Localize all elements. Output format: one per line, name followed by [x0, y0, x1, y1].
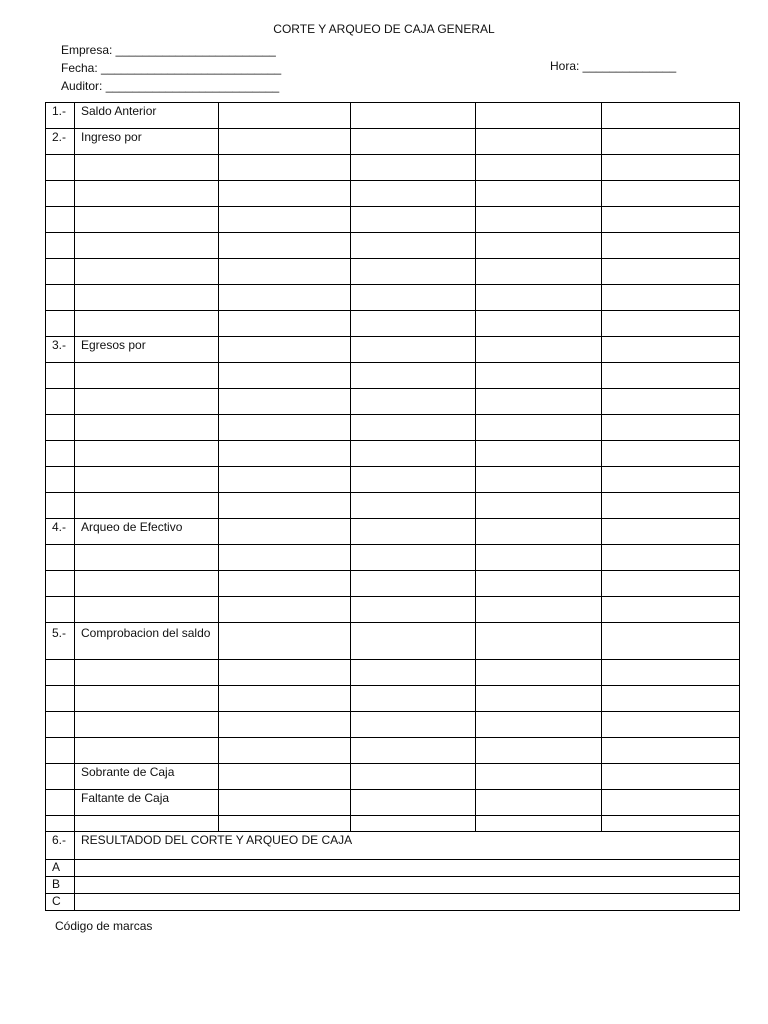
result-row	[46, 860, 740, 877]
table-cell[interactable]	[351, 597, 476, 623]
table-cell[interactable]	[602, 311, 740, 337]
table-cell[interactable]	[46, 660, 75, 686]
table-cell[interactable]	[219, 738, 351, 764]
table-cell[interactable]	[476, 129, 602, 155]
result-cell[interactable]	[75, 894, 740, 911]
table-row	[46, 623, 740, 660]
table-cell[interactable]	[602, 660, 740, 686]
table-row	[46, 660, 740, 686]
table-cell[interactable]	[351, 441, 476, 467]
footer-note: Código de marcas	[55, 919, 153, 933]
result-row	[46, 877, 740, 894]
table-cell[interactable]	[75, 389, 219, 415]
table-cell[interactable]	[476, 233, 602, 259]
table-cell[interactable]	[219, 389, 351, 415]
table-cell[interactable]	[476, 441, 602, 467]
table-cell[interactable]	[219, 259, 351, 285]
table-cell[interactable]	[476, 493, 602, 519]
table-cell[interactable]	[75, 181, 219, 207]
table-cell[interactable]	[602, 285, 740, 311]
table-cell[interactable]	[351, 790, 476, 816]
table-row	[46, 764, 740, 790]
section-number: 5.-	[46, 623, 75, 660]
table-cell[interactable]	[351, 129, 476, 155]
table-cell[interactable]	[75, 207, 219, 233]
table-row	[46, 337, 740, 363]
table-cell[interactable]	[476, 545, 602, 571]
table-cell[interactable]	[351, 155, 476, 181]
table-cell[interactable]	[46, 545, 75, 571]
table-cell[interactable]	[602, 738, 740, 764]
table-cell[interactable]	[476, 738, 602, 764]
table-cell[interactable]	[476, 816, 602, 832]
table-cell[interactable]	[351, 363, 476, 389]
table-cell[interactable]	[602, 389, 740, 415]
table-cell[interactable]	[476, 764, 602, 790]
table-cell[interactable]	[476, 259, 602, 285]
table-cell[interactable]	[75, 597, 219, 623]
table-row	[46, 103, 740, 129]
table-cell[interactable]	[219, 571, 351, 597]
table-cell[interactable]	[602, 441, 740, 467]
table-cell[interactable]	[75, 686, 219, 712]
section-number: 4.-	[46, 519, 75, 545]
table-cell[interactable]	[219, 467, 351, 493]
table-cell[interactable]	[75, 155, 219, 181]
table-cell[interactable]	[75, 545, 219, 571]
table-cell[interactable]	[351, 285, 476, 311]
table-cell[interactable]	[602, 181, 740, 207]
section-label: Egresos por	[75, 337, 219, 363]
table-row	[46, 233, 740, 259]
table-cell[interactable]	[46, 181, 75, 207]
table-cell[interactable]	[46, 389, 75, 415]
table-cell[interactable]	[476, 285, 602, 311]
result-letter: A	[46, 860, 75, 877]
table-cell[interactable]	[602, 129, 740, 155]
table-cell[interactable]	[46, 597, 75, 623]
table-cell[interactable]	[476, 103, 602, 129]
table-cell[interactable]	[219, 285, 351, 311]
table-cell[interactable]	[602, 259, 740, 285]
result-cell[interactable]	[75, 860, 740, 877]
table-cell[interactable]	[219, 415, 351, 441]
table-row	[46, 389, 740, 415]
table-cell[interactable]	[219, 764, 351, 790]
section-number: 1.-	[46, 103, 75, 129]
table-cell[interactable]	[476, 337, 602, 363]
table-cell[interactable]	[476, 155, 602, 181]
table-row	[46, 155, 740, 181]
table-cell[interactable]	[75, 571, 219, 597]
table-cell[interactable]	[219, 207, 351, 233]
table-cell[interactable]	[351, 816, 476, 832]
table-cell[interactable]	[351, 519, 476, 545]
table-cell[interactable]	[602, 597, 740, 623]
table-cell[interactable]	[219, 441, 351, 467]
table-cell[interactable]	[219, 623, 351, 660]
fecha-field[interactable]: Fecha: ___________________________	[61, 61, 282, 75]
table-cell[interactable]	[476, 389, 602, 415]
section-number: 6.-	[46, 832, 75, 860]
table-cell[interactable]	[46, 415, 75, 441]
table-cell[interactable]	[351, 623, 476, 660]
table-cell[interactable]	[602, 337, 740, 363]
table-row	[46, 738, 740, 764]
table-row	[46, 519, 740, 545]
table-cell[interactable]	[46, 493, 75, 519]
table-cell[interactable]	[46, 467, 75, 493]
table-cell[interactable]	[219, 493, 351, 519]
table-cell[interactable]	[46, 441, 75, 467]
table-cell[interactable]	[75, 441, 219, 467]
table-cell[interactable]	[46, 259, 75, 285]
table-cell[interactable]	[46, 363, 75, 389]
table-row	[46, 712, 740, 738]
table-cell[interactable]	[46, 311, 75, 337]
section-label: RESULTADOD DEL CORTE Y ARQUEO DE CAJA	[75, 832, 740, 860]
table-cell[interactable]	[219, 660, 351, 686]
table-row	[46, 363, 740, 389]
table-cell[interactable]	[351, 493, 476, 519]
document-title: CORTE Y ARQUEO DE CAJA GENERAL	[273, 22, 495, 36]
table-cell[interactable]	[219, 233, 351, 259]
table-cell[interactable]	[476, 207, 602, 233]
table-row	[46, 790, 740, 816]
table-row	[46, 129, 740, 155]
table-row	[46, 832, 740, 860]
table-row	[46, 311, 740, 337]
table-cell[interactable]	[351, 207, 476, 233]
table-cell[interactable]	[602, 363, 740, 389]
table-row	[46, 207, 740, 233]
table-cell[interactable]	[75, 816, 219, 832]
table-row	[46, 686, 740, 712]
table-cell[interactable]	[476, 623, 602, 660]
table-cell[interactable]	[351, 660, 476, 686]
table-cell[interactable]	[351, 311, 476, 337]
table-cell[interactable]	[75, 738, 219, 764]
table-cell[interactable]	[46, 571, 75, 597]
table-cell[interactable]	[351, 686, 476, 712]
table-cell[interactable]	[75, 233, 219, 259]
table-cell[interactable]	[75, 311, 219, 337]
table-cell[interactable]	[46, 285, 75, 311]
table-cell[interactable]	[219, 129, 351, 155]
table-cell[interactable]	[476, 597, 602, 623]
table-cell[interactable]	[602, 686, 740, 712]
table-cell[interactable]	[219, 712, 351, 738]
section-label: Saldo Anterior	[75, 103, 219, 129]
table-row	[46, 816, 740, 832]
table-cell[interactable]	[602, 415, 740, 441]
table-cell[interactable]	[602, 519, 740, 545]
table-cell[interactable]	[46, 155, 75, 181]
table-cell[interactable]	[75, 259, 219, 285]
table-cell[interactable]	[219, 686, 351, 712]
table-cell[interactable]	[219, 597, 351, 623]
table-cell[interactable]	[351, 712, 476, 738]
table-row	[46, 415, 740, 441]
table-cell[interactable]	[476, 181, 602, 207]
table-cell[interactable]	[602, 207, 740, 233]
section-number: 3.-	[46, 337, 75, 363]
table-cell[interactable]	[219, 155, 351, 181]
table-cell[interactable]	[46, 816, 75, 832]
table-cell[interactable]	[219, 816, 351, 832]
table-cell[interactable]	[46, 790, 75, 816]
table-cell[interactable]	[602, 571, 740, 597]
table-cell[interactable]	[46, 738, 75, 764]
table-cell[interactable]	[351, 571, 476, 597]
table-cell[interactable]	[476, 415, 602, 441]
table-cell[interactable]	[351, 103, 476, 129]
table-cell[interactable]	[351, 259, 476, 285]
table-cell[interactable]	[46, 233, 75, 259]
table-cell[interactable]	[476, 363, 602, 389]
table-cell[interactable]	[75, 285, 219, 311]
faltante-label: Faltante de Caja	[75, 790, 219, 816]
table-row	[46, 597, 740, 623]
table-cell[interactable]	[75, 363, 219, 389]
table-cell[interactable]	[351, 181, 476, 207]
table-cell[interactable]	[351, 389, 476, 415]
sobrante-label: Sobrante de Caja	[75, 764, 219, 790]
table-cell[interactable]	[46, 207, 75, 233]
table-cell[interactable]	[75, 660, 219, 686]
section-label: Ingreso por	[75, 129, 219, 155]
table-row	[46, 467, 740, 493]
table-cell[interactable]	[75, 712, 219, 738]
table-cell[interactable]	[602, 103, 740, 129]
table-cell[interactable]	[602, 790, 740, 816]
result-cell[interactable]	[75, 877, 740, 894]
table-cell[interactable]	[602, 764, 740, 790]
table-cell[interactable]	[476, 571, 602, 597]
table-cell[interactable]	[351, 738, 476, 764]
table-cell[interactable]	[75, 493, 219, 519]
header-fields	[61, 41, 281, 95]
table-row	[46, 259, 740, 285]
table-cell[interactable]	[351, 467, 476, 493]
table-row	[46, 181, 740, 207]
table-cell[interactable]	[351, 415, 476, 441]
table-cell[interactable]	[46, 712, 75, 738]
table-cell[interactable]	[476, 311, 602, 337]
section-label: Comprobacion del saldo	[75, 623, 219, 660]
table-cell[interactable]	[602, 155, 740, 181]
table-cell[interactable]	[602, 493, 740, 519]
table-cell[interactable]	[219, 519, 351, 545]
table-cell[interactable]	[46, 686, 75, 712]
table-cell[interactable]	[75, 415, 219, 441]
table-cell[interactable]	[476, 686, 602, 712]
hora-field[interactable]: Hora: ______________	[550, 59, 677, 73]
table-cell[interactable]	[219, 790, 351, 816]
table-cell[interactable]	[602, 816, 740, 832]
result-letter: C	[46, 894, 75, 911]
auditor-field[interactable]: Auditor: __________________________	[61, 79, 280, 93]
table-cell[interactable]	[219, 363, 351, 389]
cash-audit-table	[45, 102, 740, 911]
table-cell[interactable]	[476, 790, 602, 816]
table-cell[interactable]	[219, 311, 351, 337]
result-letter: B	[46, 877, 75, 894]
empresa-field[interactable]: Empresa: ________________________	[61, 43, 276, 57]
table-row	[46, 571, 740, 597]
table-cell[interactable]	[602, 623, 740, 660]
table-cell[interactable]	[602, 467, 740, 493]
result-row	[46, 894, 740, 911]
table-cell[interactable]	[351, 233, 476, 259]
table-cell[interactable]	[46, 764, 75, 790]
table-row	[46, 493, 740, 519]
table-cell[interactable]	[219, 337, 351, 363]
section-number: 2.-	[46, 129, 75, 155]
table-cell[interactable]	[602, 545, 740, 571]
table-cell[interactable]	[476, 467, 602, 493]
table-cell[interactable]	[75, 467, 219, 493]
table-cell[interactable]	[351, 337, 476, 363]
table-cell[interactable]	[351, 764, 476, 790]
section-label: Arqueo de Efectivo	[75, 519, 219, 545]
table-row	[46, 441, 740, 467]
table-row	[46, 545, 740, 571]
table-cell[interactable]	[476, 519, 602, 545]
table-cell[interactable]	[351, 545, 476, 571]
table-cell[interactable]	[219, 545, 351, 571]
table-row	[46, 285, 740, 311]
table-cell[interactable]	[602, 712, 740, 738]
table-cell[interactable]	[476, 712, 602, 738]
table-cell[interactable]	[219, 181, 351, 207]
table-cell[interactable]	[476, 660, 602, 686]
table-cell[interactable]	[219, 103, 351, 129]
table-cell[interactable]	[602, 233, 740, 259]
